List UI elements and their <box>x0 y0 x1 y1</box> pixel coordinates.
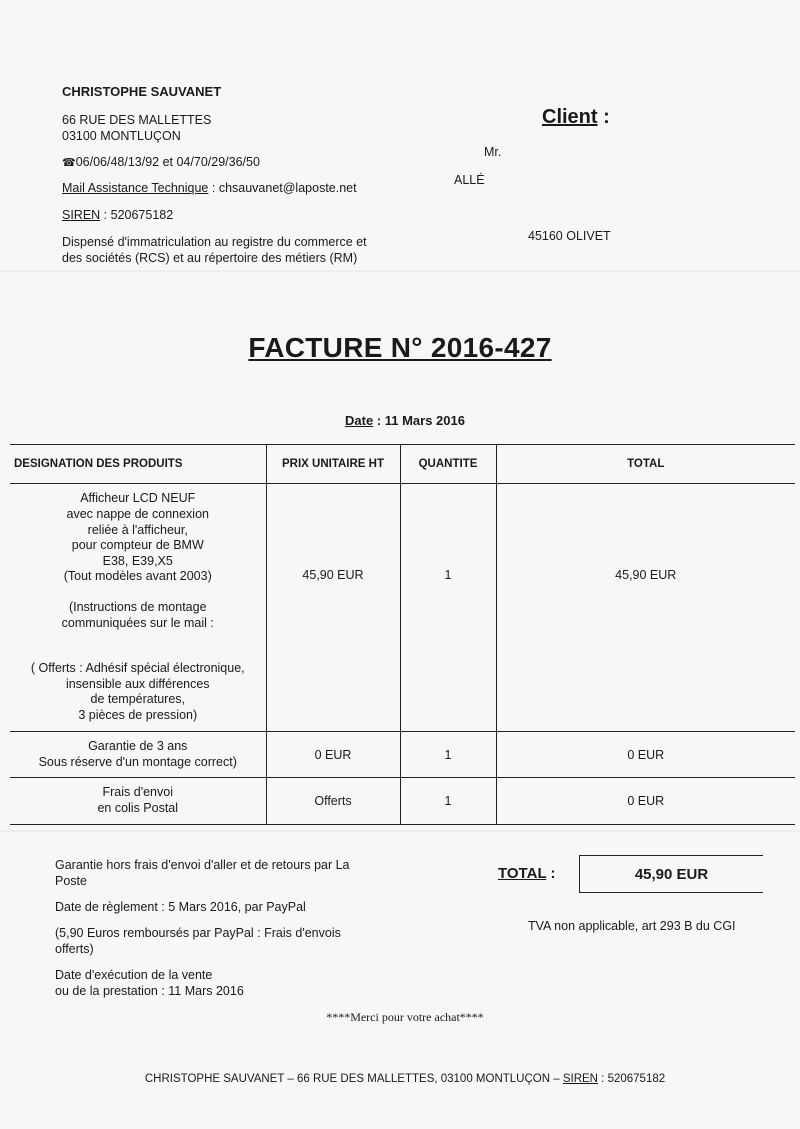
paper-fold <box>0 830 800 832</box>
desc-line: avec nappe de connexion <box>66 507 209 522</box>
desc-line: ( Offerts : Adhésif spécial électronique, <box>30 661 245 676</box>
table-row <box>10 778 795 825</box>
sender-phone <box>62 154 260 171</box>
sender-address-line1: 66 RUE DES MALLETTES <box>62 113 212 127</box>
row-total: 0 EUR <box>496 778 795 825</box>
table-header-row <box>10 445 795 484</box>
note-line: offerts) <box>55 941 94 956</box>
siren-label: SIREN <box>62 208 101 222</box>
client-city: 45160 OLIVET <box>528 229 611 243</box>
footer <box>0 1073 800 1085</box>
desc-line: (Tout modèles avant 2003) <box>63 569 212 584</box>
sender-name: CHRISTOPHE SAUVANET <box>62 84 222 99</box>
desc-line: Afficheur LCD NEUF <box>80 491 196 506</box>
invoice-date <box>0 413 800 428</box>
desc-line: communiquées sur le mail : <box>61 615 214 630</box>
sender-address-line2: 03100 MONTLUÇON <box>62 129 181 143</box>
mail-value: chsauvanet@laposte.net <box>218 181 357 195</box>
date-label: Date <box>345 413 374 428</box>
exemption-line2: des sociétés (RCS) et au répertoire des métiers (RM) <box>62 251 358 265</box>
sender-address <box>62 112 211 144</box>
desc-line: insensible aux différences <box>65 676 210 691</box>
invoice-title: FACTURE N° 2016-427 <box>248 332 552 363</box>
row-designation <box>10 778 266 825</box>
paper-fold <box>0 270 800 272</box>
note-refund <box>55 926 385 957</box>
row-quantity: 1 <box>400 778 496 825</box>
desc-line: (Instructions de montage <box>68 600 207 614</box>
items-table <box>10 444 795 825</box>
header-total: TOTAL <box>496 445 795 484</box>
sender-mail: Mail Assistance Technique : chsauvanet@laposte.net <box>62 181 357 195</box>
exemption-line1: Dispensé d'immatriculation au registre du commerce et <box>62 235 367 249</box>
client-label: Client <box>542 106 598 128</box>
note-line: Poste <box>55 873 87 888</box>
sender-exemption <box>62 234 367 266</box>
total-amount: 45,90 EUR <box>579 855 763 893</box>
siren-value: 520675182 <box>110 208 174 222</box>
desc-line: Frais d'envoi <box>102 785 173 800</box>
client-colon: : <box>597 106 610 128</box>
total-label-text: TOTAL <box>498 865 547 882</box>
row-unit-price: Offerts <box>266 778 400 825</box>
note-line: Garantie hors frais d'envoi d'aller et de retours par La <box>55 858 350 872</box>
client-heading <box>542 106 610 129</box>
note-payment-date: Date de règlement : 5 Mars 2016, par PayPal <box>55 900 306 914</box>
tva-note: TVA non applicable, art 293 B du CGI <box>528 919 736 933</box>
phone-icon: ☎ <box>62 157 76 169</box>
note-line: Date d'exécution de la vente <box>55 968 213 982</box>
note-line: (5,90 Euros remboursés par PayPal : Frais d'envois <box>55 926 341 940</box>
desc-line: en colis Postal <box>97 801 179 815</box>
row-quantity: 1 <box>400 484 496 732</box>
sender-siren: SIREN : 520675182 <box>62 208 174 222</box>
table-row <box>10 732 795 778</box>
table-row <box>10 484 795 732</box>
client-name: ALLÉ <box>454 173 485 187</box>
desc-line: de températures, <box>90 692 185 707</box>
header-quantity: QUANTITE <box>400 445 496 484</box>
desc-line: pour compteur de BMW <box>71 538 204 553</box>
row-unit-price: 45,90 EUR <box>266 484 400 732</box>
footer-address: CHRISTOPHE SAUVANET – 66 RUE DES MALLETTES, 03100 MONTLUÇON – <box>144 1073 563 1085</box>
header-unit-price: PRIX UNITAIRE HT <box>266 445 400 484</box>
row-designation <box>10 484 266 732</box>
row-quantity: 1 <box>400 732 496 778</box>
date-value: : 11 Mars 2016 <box>373 413 465 428</box>
desc-line: 3 pièces de pression) <box>78 707 198 722</box>
total-label <box>498 865 556 882</box>
footer-siren-value: : 520675182 <box>597 1073 666 1085</box>
row-total: 0 EUR <box>496 732 795 778</box>
footer-siren-label: SIREN <box>562 1073 598 1085</box>
header-designation: DESIGNATION DES PRODUITS <box>10 445 266 484</box>
desc-line: Garantie de 3 ans <box>88 738 188 753</box>
row-unit-price: 0 EUR <box>266 732 400 778</box>
desc-line: reliée à l'afficheur, <box>87 522 188 537</box>
desc-line: Sous réserve d'un montage correct) <box>38 754 237 769</box>
mail-label: Mail Assistance Technique <box>62 181 209 195</box>
thanks-message: ****Merci pour votre achat**** <box>326 1010 484 1024</box>
row-total: 45,90 EUR <box>496 484 795 732</box>
note-execution-date <box>55 968 385 999</box>
row-designation <box>10 732 266 778</box>
sender-phone-numbers: 06/06/48/13/92 et 04/70/29/36/50 <box>75 155 260 169</box>
note-guarantee <box>55 858 385 889</box>
total-colon: : <box>546 865 556 882</box>
client-title: Mr. <box>484 145 502 159</box>
note-line: ou de la prestation : 11 Mars 2016 <box>55 983 244 998</box>
desc-line: E38, E39,X5 <box>102 553 173 568</box>
